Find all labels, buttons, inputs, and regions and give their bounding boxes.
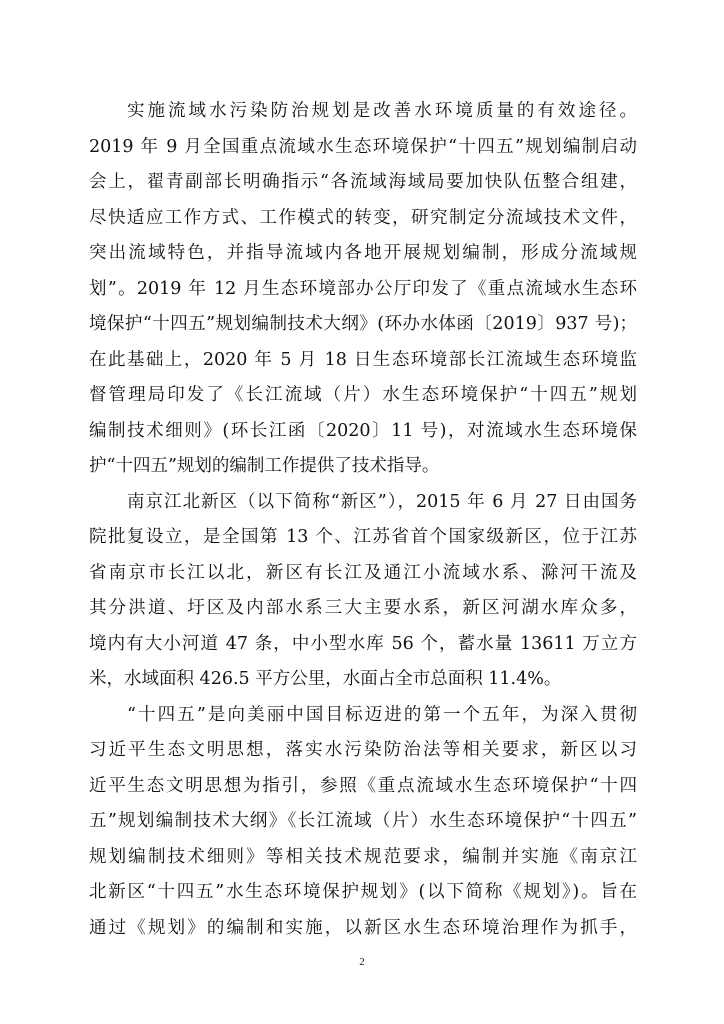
text-line: “十四五”是向美丽中国目标迈进的第一个五年，为深入贯彻 <box>127 704 637 725</box>
text-line: 南京江北新区（以下简称“新区”），2015 年 6 月 27 日由国务 <box>127 491 637 512</box>
text-line: 通过《规划》的编制和实施，以新区水生态环境治理作为抓手， <box>89 917 637 938</box>
text-line: 护“十四五”规划的编制工作提供了技术指导。 <box>89 456 440 476</box>
text-line: 在此基础上，2020 年 5 月 18 日生态环境部长江流域生态环境监 <box>89 349 637 370</box>
text-line: 习近平生态文明思想，落实水污染防治法等相关要求，新区以习 <box>89 740 637 760</box>
text-line: 督管理局印发了《长江流域（片）水生态环境保护“十四五”规划 <box>89 385 637 405</box>
text-line: 北新区“十四五”水生态环境保护规划》(以下简称《规划》)。旨在 <box>89 882 637 902</box>
text-line: 境保护“十四五”规划编制技术大纲》(环办水体函〔2019〕937 号)； <box>89 314 637 334</box>
body-text <box>89 94 637 946</box>
text-line: 编制技术细则》(环长江函〔2020〕11 号)，对流域水生态环境保 <box>89 420 637 441</box>
text-line: 划”。2019 年 12 月生态环境部办公厅印发了《重点流域水生态环 <box>89 278 637 299</box>
text-line: 五”规划编制技术大纲》《长江流域（片）水生态环境保护“十四五” <box>89 811 637 831</box>
text-line: 会上，翟青副部长明确指示“各流域海域局要加快队伍整合组建， <box>89 172 637 192</box>
text-line: 院批复设立，是全国第 13 个、江苏省首个国家级新区，位于江苏 <box>89 527 637 547</box>
text-line: 其分洪道、圩区及内部水系三大主要水系，新区河湖水库众多， <box>89 598 637 618</box>
paragraph-implementation <box>89 94 637 485</box>
text-line: 境内有大小河道 47 条，中小型水库 56 个，蓄水量 13611 万立方 <box>89 633 637 654</box>
text-line: 省南京市长江以北，新区有长江及通江小流域水系、滁河干流及 <box>89 562 637 583</box>
text-line: 规划编制技术细则》等相关技术规范要求，编制并实施《南京江 <box>89 846 637 867</box>
text-line: 米，水域面积 426.5 平方公里，水面占全市总面积 11.4%。 <box>89 669 562 689</box>
text-line: 突出流域特色，并指导流域内各地开展规划编制，形成分流域规 <box>89 243 637 263</box>
text-line: 2019 年 9 月全国重点流域水生态环境保护“十四五”规划编制启动 <box>89 136 637 157</box>
page-number: 2 <box>359 956 365 968</box>
text-line: 尽快适应工作方式、工作模式的转变，研究制定分流域技术文件， <box>89 207 637 228</box>
text-line: 近平生态文明思想为指引，参照《重点流域水生态环境保护“十四 <box>89 775 637 796</box>
paragraph-fourteenth-five-year <box>89 698 637 947</box>
text-line: 实施流域水污染防治规划是改善水环境质量的有效途径。 <box>127 101 637 121</box>
paragraph-jiangbei-new-area <box>89 485 637 698</box>
